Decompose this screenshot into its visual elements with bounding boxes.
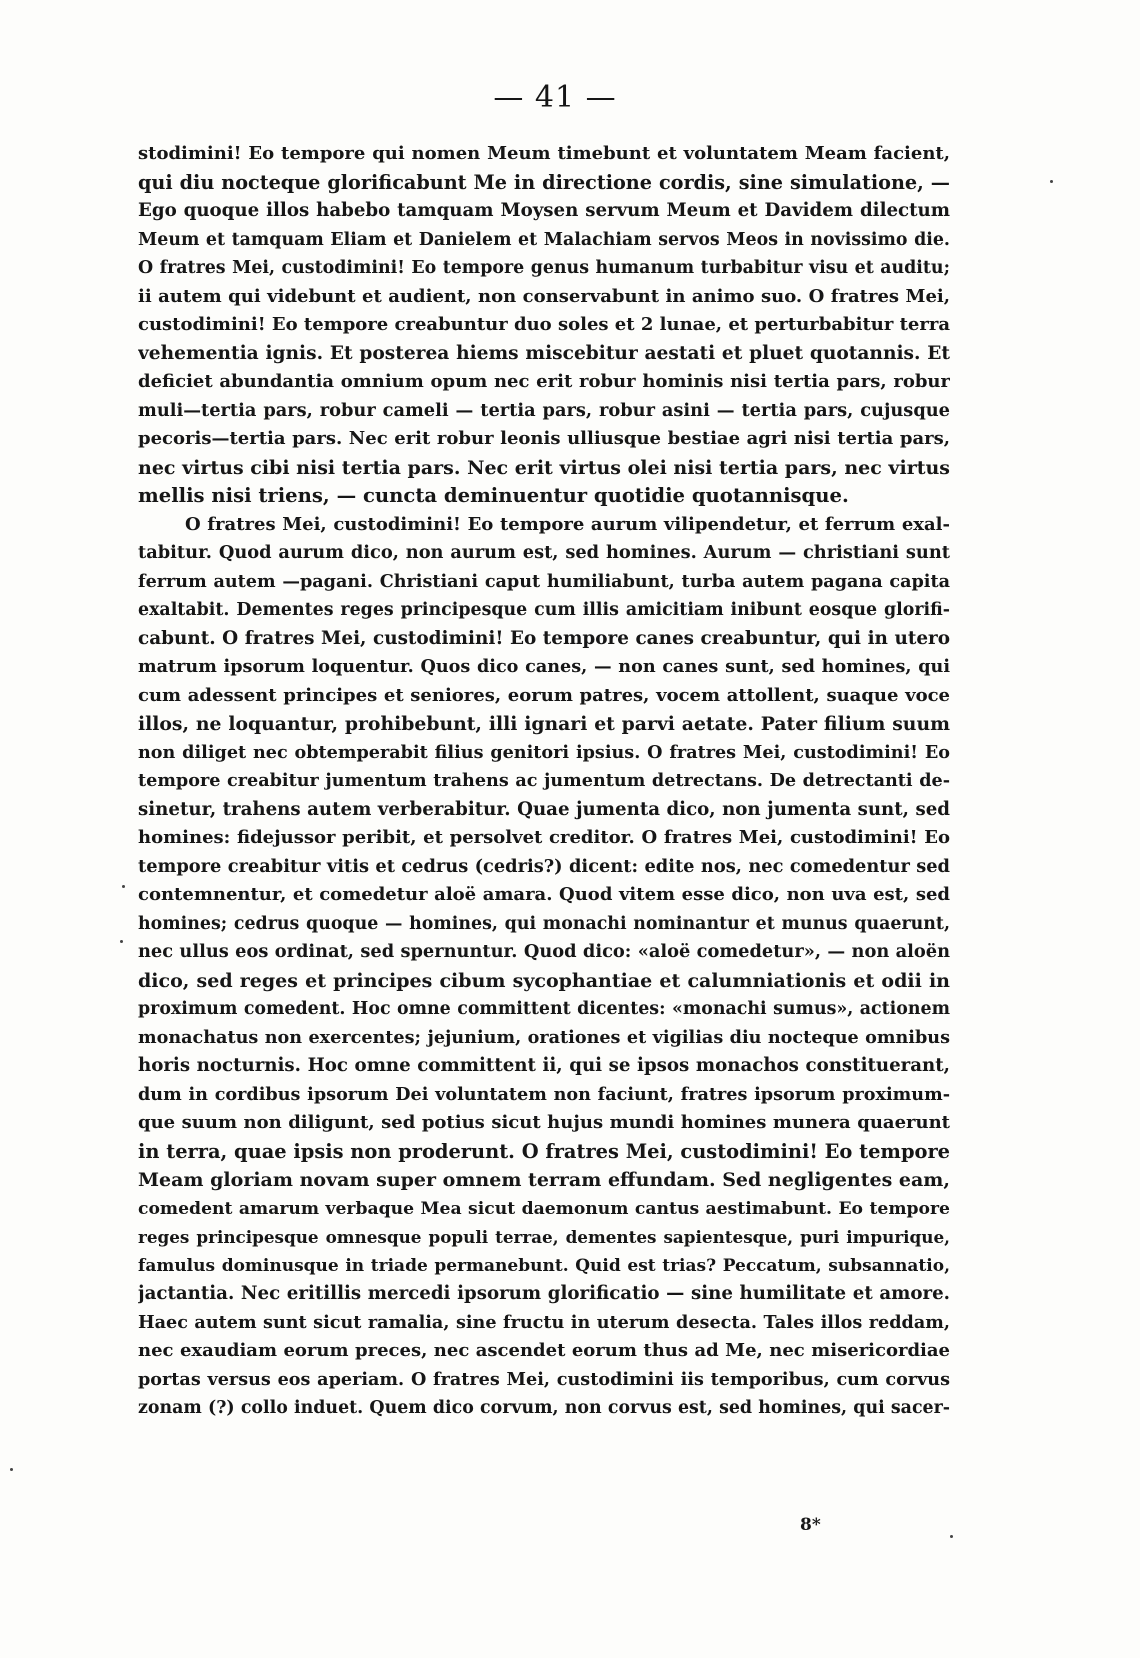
text-line: zonam (?) collo induet. Quem dico corvum, non corvus est, sed homines, qui sacer-: [138, 1398, 950, 1418]
text-line: Ego quoque illos habebo tamquam Moysen servum Meum et Davidem dilectum: [138, 200, 950, 221]
text-line: comedent amarum verbaque Mea sicut daemonum cantus aestimabunt. Eo tempore: [138, 1198, 950, 1219]
page-number: — 41 —: [493, 80, 617, 115]
text-line: muli—tertia pars, robur cameli — tertia pars, robur asini — tertia pars, cujusque: [138, 399, 950, 421]
text-line: que suum non diligunt, sed potius sicut hujus mundi homines munera quaerunt: [138, 1112, 950, 1133]
text-line: portas versus eos aperiam. O fratres Mei, custodimini iis temporibus, cum corvus: [138, 1368, 950, 1390]
body-text: [138, 140, 950, 1423]
text-line: illos, ne loquantur, prohibebunt, illi ignari et parvi aetate. Pater filium suum: [138, 713, 950, 735]
signature-mark: 8*: [800, 1515, 821, 1535]
text-line: O fratres Mei, custodimini! Eo tempore aurum vilipendetur, et ferrum exal-: [185, 513, 950, 535]
text-line: O fratres Mei, custodimini! Eo tempore genus humanum turbabitur visu et auditu;: [138, 258, 950, 278]
text-line: Haec autem sunt sicut ramalia, sine fructu in uterum desecta. Tales illos reddam,: [138, 1311, 950, 1333]
text-line: nec virtus cibi nisi tertia pars. Nec erit virtus olei nisi tertia pars, nec virtus: [138, 456, 950, 479]
text-line: cabunt. O fratres Mei, custodimini! Eo tempore canes creabuntur, qui in utero: [138, 627, 950, 649]
text-line: proximum comedent. Hoc omne committent dicentes: «monachi sumus», actionem: [138, 999, 950, 1019]
text-line: Meum et tamquam Eliam et Danielem et Malachiam servos Meos in novissimo die.: [138, 229, 950, 250]
text-line: monachatus non exercentes; jejunium, orationes et vigilias diu nocteque omnibus: [138, 1026, 950, 1048]
page-speck: [1050, 180, 1053, 183]
text-line: tempore creabitur jumentum trahens ac jumentum detrectans. De detrectanti de-: [138, 770, 950, 791]
text-line: jactantia. Nec eritillis mercedi ipsorum glorificatio — sine humilitate et amore.: [138, 1283, 950, 1304]
text-line: matrum ipsorum loquentur. Quos dico canes, — non canes sunt, sed homines, qui: [138, 656, 950, 677]
text-line: non diliget nec obtemperabit filius genitori ipsius. O fratres Mei, custodimini! Eo: [138, 741, 950, 763]
text-line: homines; cedrus quoque — homines, qui monachi nominantur et munus quaerunt,: [138, 913, 950, 934]
text-line: nec exaudiam eorum preces, nec ascendet eorum thus ad Me, nec misericordiae: [138, 1340, 950, 1361]
text-line: deficiet abundantia omnium opum nec erit robur hominis nisi tertia pars, robur: [138, 371, 950, 392]
page-speck: [120, 940, 123, 943]
page-speck: [122, 885, 125, 888]
text-line: vehementia ignis. Et posterea hiems miscebitur aestati et pluet quotannis. Et: [138, 342, 950, 364]
text-line: dico, sed reges et principes cibum sycophantiae et calumniationis et odii in: [138, 969, 950, 992]
text-line: tempore creabitur vitis et cedrus (cedris?) dicent: edite nos, nec comedentur sed: [138, 855, 950, 877]
text-line: reges principesque omnesque populi terrae, dementes sapientesque, puri impurique,: [138, 1227, 950, 1247]
text-line: exaltabit. Dementes reges principesque cum illis amicitiam inibunt eosque glorifi-: [138, 600, 950, 620]
text-line: homines: fidejussor peribit, et persolvet creditor. O fratres Mei, custodimini! Eo: [138, 827, 950, 848]
text-line: contemnentur, et comedetur aloë amara. Quod vitem esse dico, non uva est, sed: [138, 884, 950, 905]
text-line: pecoris—tertia pars. Nec erit robur leonis ulliusque bestiae agri nisi tertia pars,: [138, 428, 950, 449]
text-line: cum adessent principes et seniores, eorum patres, vocem attollent, suaque voce: [138, 684, 950, 706]
text-line: qui diu nocteque glorificabunt Me in directione cordis, sine simulatione, —: [138, 170, 950, 194]
text-line: stodimini! Eo tempore qui nomen Meum timebunt et voluntatem Meam facient,: [138, 143, 950, 164]
text-line: famulus dominusque in triade permanebunt. Quid est trias? Peccatum, subsannatio,: [138, 1255, 950, 1276]
text-line: Meam gloriam novam super omnem terram effundam. Sed negligentes eam,: [138, 1169, 950, 1191]
text-line: ii autem qui videbunt et audient, non conservabunt in animo suo. O fratres Mei,: [138, 285, 950, 307]
page-speck: [950, 1535, 953, 1538]
page-speck: [10, 1468, 13, 1471]
text-line: mellis nisi triens, — cuncta deminuentur quotidie quotannisque.: [138, 484, 849, 507]
text-line: tabitur. Quod aurum dico, non aurum est, sed homines. Aurum — christiani sunt: [138, 542, 950, 563]
text-line: horis nocturnis. Hoc omne committent ii, qui se ipsos monachos constituerant,: [138, 1055, 950, 1076]
text-line: sinetur, trahens autem verberabitur. Quae jumenta dico, non jumenta sunt, sed: [138, 798, 950, 820]
text-line: custodimini! Eo tempore creabuntur duo soles et 2 lunae, et perturbabitur terra: [138, 314, 950, 335]
text-line: in terra, quae ipsis non proderunt. O fratres Mei, custodimini! Eo tempore: [138, 1139, 950, 1163]
text-line: ferrum autem —pagani. Christiani caput humiliabunt, turba autem pagana capita: [138, 570, 950, 592]
text-line: nec ullus eos ordinat, sed spernuntur. Quod dico: «aloë comedetur», — non aloën: [138, 941, 950, 962]
text-line: dum in cordibus ipsorum Dei voluntatem non faciunt, fratres ipsorum proximum-: [138, 1083, 950, 1105]
